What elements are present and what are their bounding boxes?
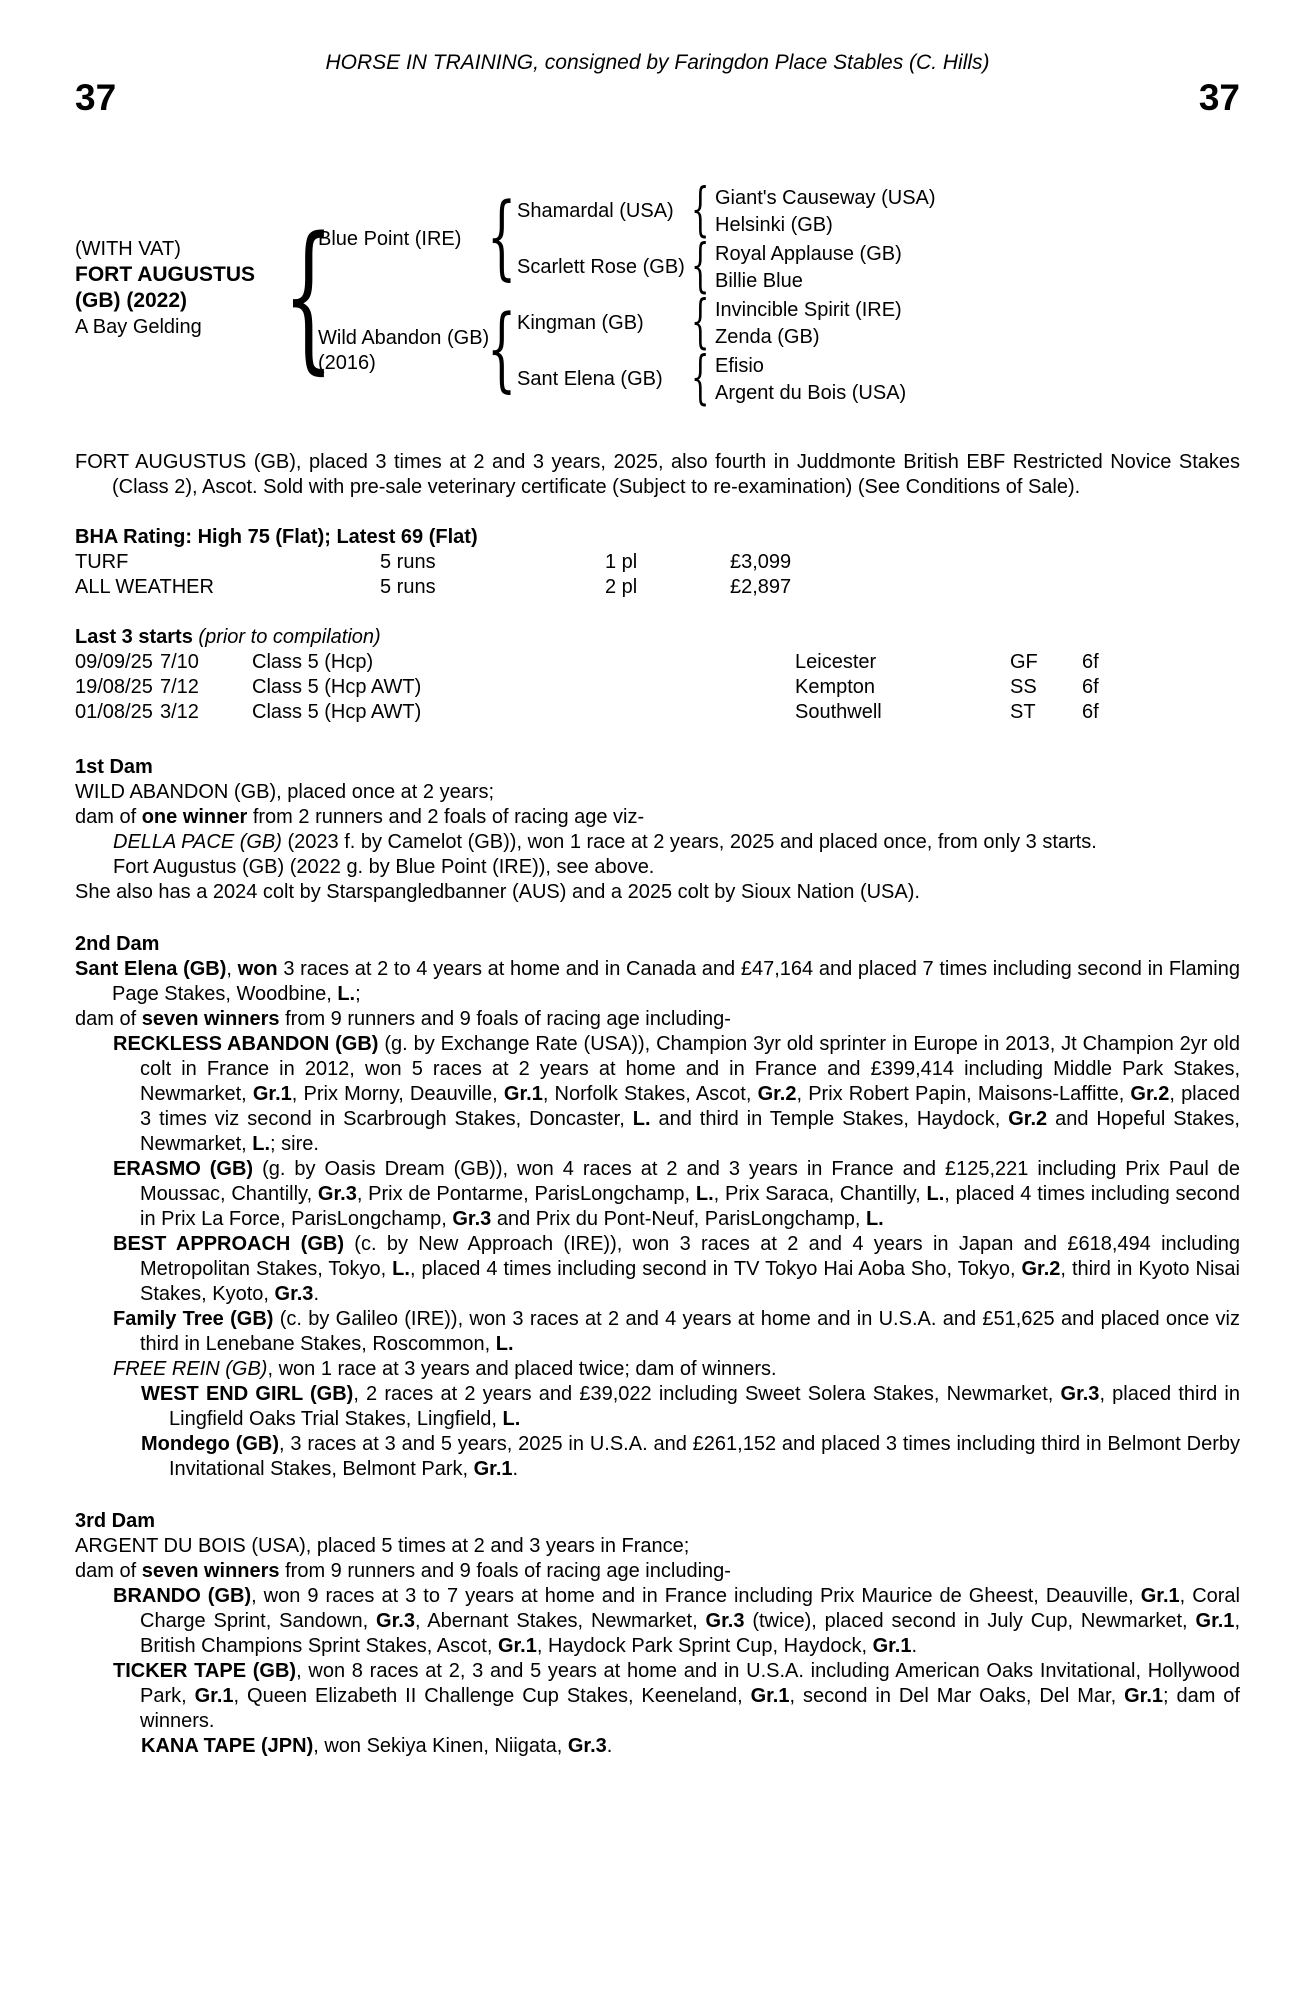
surface-stats-table [75,550,1240,600]
text-segment: She also has a 2024 colt by Starspangledbanner (AUS) and a 2025 colt by Sioux Nation (USA). [75,881,920,903]
text-segment: seven winners [141,1008,280,1030]
text-segment: , placed third in Lingfield Oaks Trial Stakes, Lingfield, [169,1383,1240,1430]
gg-brace-2: { [691,231,710,299]
table-row [75,675,1240,700]
text-segment: Gr.2 [1130,1083,1170,1105]
great-grandsire-3: Invincible Spirit (IRE) [715,299,902,321]
sire-dam-name: Scarlett Rose (GB) [517,256,685,278]
pedigree-main-brace: { [283,202,334,389]
start-date: 19/08/25 [75,676,153,698]
text-segment: (twice), placed second in July Cup, Newmarket, [744,1610,1196,1632]
pedigree-paragraph [75,1157,1240,1232]
first-dam-heading: 1st Dam [75,756,153,778]
earnings-value: £3,099 [730,551,792,573]
last-3-starts-table [75,625,1240,725]
text-segment: , won 9 races at 3 to 7 years at home and in France including Prix Maurice de Gheest, Deauville, [251,1585,1141,1607]
pedigree-paragraph [75,1032,1240,1157]
pedigree-paragraph [75,830,1240,855]
text-segment: , Prix de Pontarme, ParisLongchamp, [356,1183,696,1205]
third-dam-section [75,1509,1240,1759]
start-going: ST [1010,701,1036,723]
table-row [75,550,1240,575]
start-date: 09/09/25 [75,651,153,673]
text-segment: L. [495,1333,514,1355]
placed-value: 1 pl [605,551,638,573]
text-segment: ; sire. [270,1133,319,1155]
runs-value: 5 runs [380,576,436,598]
text-segment: Gr.3 [274,1283,314,1305]
text-segment: Gr.2 [1008,1108,1048,1130]
text-segment: (c. by Galileo (IRE)), won 3 races at 2 and 4 years at home and in U.S.A. and £51,625 and placed once viz third in Lenebane Stakes, Roscommon, [140,1308,1241,1355]
table-row [75,650,1240,675]
horse-name: FORT AUGUSTUS [75,263,256,286]
great-granddam-4: Argent du Bois (USA) [715,382,907,404]
text-segment: one winner [141,806,248,828]
start-pos: 7/10 [160,651,199,673]
text-segment: Family Tree (GB) [113,1308,274,1330]
text-segment: and third in Temple Stakes, Haydock, [650,1108,1009,1130]
text-segment: Gr.3 [567,1735,607,1757]
text-segment: Gr.3 [452,1208,492,1230]
table-row [75,700,1240,725]
lot-number-left: 37 [75,77,117,118]
last-3-starts-title [75,625,1240,650]
text-segment: dam of [75,1008,142,1030]
surface-label: TURF [75,551,129,573]
text-segment: , placed 4 times including second in TV Tokyo Hai Aoba Sho, Tokyo, [409,1258,1022,1280]
pedigree-paragraph [75,1357,1240,1382]
text-segment: dam of [75,806,142,828]
pedigree-paragraph [75,1232,1240,1307]
pedigree-paragraph [75,1659,1240,1734]
lot-number-right: 37 [1198,77,1240,118]
start-race: Class 5 (Hcp AWT) [252,701,422,723]
text-segment: and Hopeful Stakes, Newmarket, [140,1108,1240,1155]
text-segment: Mondego (GB) [141,1433,280,1455]
race-record-paragraph: FORT AUGUSTUS (GB), placed 3 times at 2 and 3 years, 2025, also fourth in Juddmonte British EBF Restricted Novice Stakes (Class 2), Ascot. Sold with pre-sale veterinary certificate (Subject to re-examination) (See Conditions of Sale). [75,451,1240,498]
text-segment: RECKLESS ABANDON (GB) [113,1033,379,1055]
first-dam-paragraphs [75,780,1240,905]
dam-dam-name: Sant Elena (GB) [517,368,663,390]
pedigree-paragraph [75,1559,1240,1584]
text-segment: Gr.1 [872,1635,912,1657]
dam-sire-name: Kingman (GB) [517,312,644,334]
pedigree-tree [75,175,1240,411]
pedigree-paragraph [75,805,1240,830]
text-segment: (prior to compilation) [198,626,381,648]
text-segment: KANA TAPE (JPN) [141,1735,314,1757]
sire-brace: { [487,183,517,290]
pedigree-paragraph [75,855,1240,880]
pedigree-paragraph [75,1382,1240,1432]
text-segment: , third in Kyoto Nisai Stakes, Kyoto, [140,1258,1241,1305]
text-segment: 3 races at 2 to 4 years at home and in Canada and £47,164 and placed 7 times including second in Flaming Page Stakes, Woodbine, [112,958,1240,1005]
text-segment: Gr.1 [1140,1585,1180,1607]
text-segment: (g. by Oasis Dream (GB)), won 4 races at 2 and 3 years in France and £125,221 including Prix Paul de Moussac, Chantilly, [140,1158,1240,1205]
text-segment: , British Champions Sprint Stakes, Ascot, [140,1610,1240,1657]
text-segment: (2023 f. by Camelot (GB)), won 1 race at 2 years, 2025 and placed once, from only 3 starts. [281,831,1097,853]
pedigree-paragraph [75,880,1240,905]
second-dam-heading: 2nd Dam [75,933,160,955]
text-segment: Gr.3 [317,1183,357,1205]
text-segment: . [313,1283,319,1305]
gg-brace-4: { [691,343,710,411]
start-course: Southwell [795,701,882,723]
great-grandsire-4: Efisio [715,355,764,377]
text-segment: , won 1 race at 3 years and placed twice; dam of winners. [267,1358,777,1380]
text-segment: BEST APPROACH (GB) [113,1233,344,1255]
start-pos: 3/12 [160,701,199,723]
text-segment: Gr.1 [1195,1610,1235,1632]
text-segment: ERASMO (GB) [113,1158,254,1180]
text-segment: Gr.2 [757,1083,797,1105]
start-course: Leicester [795,651,877,673]
bha-rating-line: BHA Rating: High 75 (Flat); Latest 69 (Flat) [75,526,478,548]
text-segment: , won Sekiya Kinen, Niigata, [313,1735,568,1757]
text-segment: Gr.2 [1021,1258,1061,1280]
pedigree-paragraph [75,780,1240,805]
text-segment: L. [252,1133,271,1155]
start-going: SS [1010,676,1037,698]
pedigree-paragraph [75,1734,1240,1759]
text-segment: , Prix Morny, Deauville, [291,1083,504,1105]
text-segment: L. [926,1183,945,1205]
text-segment: , Coral Charge Sprint, Sandown, [140,1585,1240,1632]
text-segment: from 9 runners and 9 foals of racing age including- [279,1008,731,1030]
text-segment: Gr.1 [497,1635,537,1657]
text-segment: Gr.1 [194,1685,234,1707]
dam-year: (2016) [318,352,376,374]
horse-identity-block [75,236,255,340]
great-granddam-2: Billie Blue [715,270,803,292]
second-dam-section [75,932,1240,1482]
text-segment: L. [392,1258,410,1280]
gg-brace-1: { [691,175,710,243]
text-segment: Gr.3 [705,1610,745,1632]
text-segment: WILD ABANDON (GB), placed once at 2 years; [75,781,495,803]
text-segment: L. [502,1408,521,1430]
gg-brace-3: { [691,287,710,355]
dam-brace: { [487,295,517,402]
pedigree-paragraph [75,957,1240,1007]
start-race: Class 5 (Hcp) [252,651,374,673]
text-segment: L. [865,1208,884,1230]
text-segment: Gr.1 [1124,1685,1163,1707]
text-segment: Gr.1 [473,1458,513,1480]
text-segment: , placed 3 times viz second in Scarbrough Stakes, Doncaster, [140,1083,1240,1130]
lot-number-row [75,78,1240,118]
horse-colour-sex: A Bay Gelding [75,316,202,338]
pedigree-paragraph [75,1534,1240,1559]
text-segment: (c. by New Approach (IRE)), won 3 races at 2 and 4 years in Japan and £618,494 including Metropolitan Stakes, Tokyo, [140,1233,1241,1280]
text-segment: ARGENT DU BOIS (USA), placed 5 times at 2 and 3 years in France; [75,1535,690,1557]
text-segment: from 2 runners and 2 foals of racing age viz- [247,806,645,828]
start-pos: 7/12 [160,676,199,698]
third-dam-heading: 3rd Dam [75,1510,156,1532]
text-segment: Gr.1 [252,1083,292,1105]
dam-name-block [318,326,489,376]
text-segment: , second in Del Mar Oaks, Del Mar, [789,1685,1125,1707]
text-segment: seven winners [141,1560,280,1582]
text-segment: . [512,1458,519,1480]
start-going: GF [1010,651,1038,673]
great-grandsire-2: Royal Applause (GB) [715,243,902,265]
text-segment: L. [337,983,356,1005]
great-grandsire-1: Giant's Causeway (USA) [715,187,936,209]
text-segment: L. [695,1183,714,1205]
text-segment: won [237,958,278,980]
text-segment: ; dam of winners. [140,1685,1240,1732]
text-segment: , Prix Saraca, Chantilly, [713,1183,927,1205]
text-segment: , 3 races at 3 and 5 years, 2025 in U.S.A. and £261,152 and placed 3 times including third in Belmont Derby Invitational Stakes, Belmont Park, [169,1433,1240,1480]
sire-name: Blue Point (IRE) [318,228,462,250]
text-segment: , Norfolk Stakes, Ascot, [542,1083,758,1105]
text-segment: , Prix Robert Papin, Maisons-Laffitte, [796,1083,1131,1105]
text-segment: Gr.3 [376,1610,415,1632]
pedigree-paragraph [75,1432,1240,1482]
text-segment: WEST END GIRL (GB) [141,1383,354,1405]
text-segment: Gr.1 [503,1083,543,1105]
text-segment: . [606,1735,613,1757]
text-segment: Gr.1 [750,1685,790,1707]
text-segment: Fort Augustus (GB) (2022 g. by Blue Point (IRE)), see above. [113,856,655,878]
text-segment: dam of [75,1560,142,1582]
runs-value: 5 runs [380,551,436,573]
text-segment: , 2 races at 2 years and £39,022 including Sweet Solera Stakes, Newmarket, [353,1383,1061,1405]
text-segment: (g. by Exchange Rate (USA)), Champion 3yr old sprinter in Europe in 2013, Jt Champion 2yr old colt in France in 2012, won 5 races at 2 years at home and in France and £399,414 including Middle Park Stakes, Newmarket, [140,1033,1240,1105]
text-segment: Sant Elena (GB) [75,958,227,980]
text-segment: Last 3 starts [75,626,193,648]
text-segment: , [226,958,238,980]
earnings-value: £2,897 [730,576,792,598]
pedigree-paragraph [75,1584,1240,1659]
great-granddam-1: Helsinki (GB) [715,214,833,236]
text-segment: and Prix du Pont-Neuf, ParisLongchamp, [491,1208,866,1230]
text-segment: L. [632,1108,651,1130]
text-segment: BRANDO (GB) [113,1585,252,1607]
text-segment: from 9 runners and 9 foals of racing age including- [279,1560,731,1582]
start-race: Class 5 (Hcp AWT) [252,676,422,698]
start-date: 01/08/25 [75,701,153,723]
start-dist: 6f [1082,701,1099,723]
text-segment: . [911,1635,918,1657]
second-dam-paragraphs [75,957,1240,1482]
text-segment: Gr.3 [1060,1383,1100,1405]
pedigree-paragraph [75,1007,1240,1032]
horse-country-year [75,288,255,314]
start-course: Kempton [795,676,876,698]
pedigree-paragraph [75,1307,1240,1357]
text-segment: , Queen Elizabeth II Challenge Cup Stakes, Keeneland, [233,1685,751,1707]
dam-name: Wild Abandon (GB) [318,327,490,349]
first-dam-section [75,755,1240,905]
text-segment: (GB) [75,289,121,312]
text-segment: DELLA PACE (GB) [113,831,282,853]
vat-note: (WITH VAT) [75,238,181,260]
text-segment: , Haydock Park Sprint Cup, Haydock, [536,1635,873,1657]
table-row [75,575,1240,600]
placed-value: 2 pl [605,576,638,598]
text-segment: ; [355,983,361,1005]
text-segment: TICKER TAPE (GB) [113,1660,297,1682]
start-dist: 6f [1082,651,1099,673]
consignor-line: HORSE IN TRAINING, consigned by Faringdon Place Stables (C. Hills) [325,51,990,74]
third-dam-paragraphs [75,1534,1240,1759]
text-segment: (2022) [120,289,188,312]
surface-label: ALL WEATHER [75,576,214,598]
great-granddam-3: Zenda (GB) [715,326,820,348]
text-segment: , Abernant Stakes, Newmarket, [414,1610,706,1632]
start-dist: 6f [1082,676,1099,698]
sire-sire-name: Shamardal (USA) [517,200,674,222]
text-segment: , placed 4 times including second in Prix La Force, ParisLongchamp, [140,1183,1240,1230]
text-segment: , won 8 races at 2, 3 and 5 years at home and in U.S.A. including American Oaks Invitational, Hollywood Park, [140,1660,1241,1707]
text-segment: FREE REIN (GB) [113,1358,268,1380]
